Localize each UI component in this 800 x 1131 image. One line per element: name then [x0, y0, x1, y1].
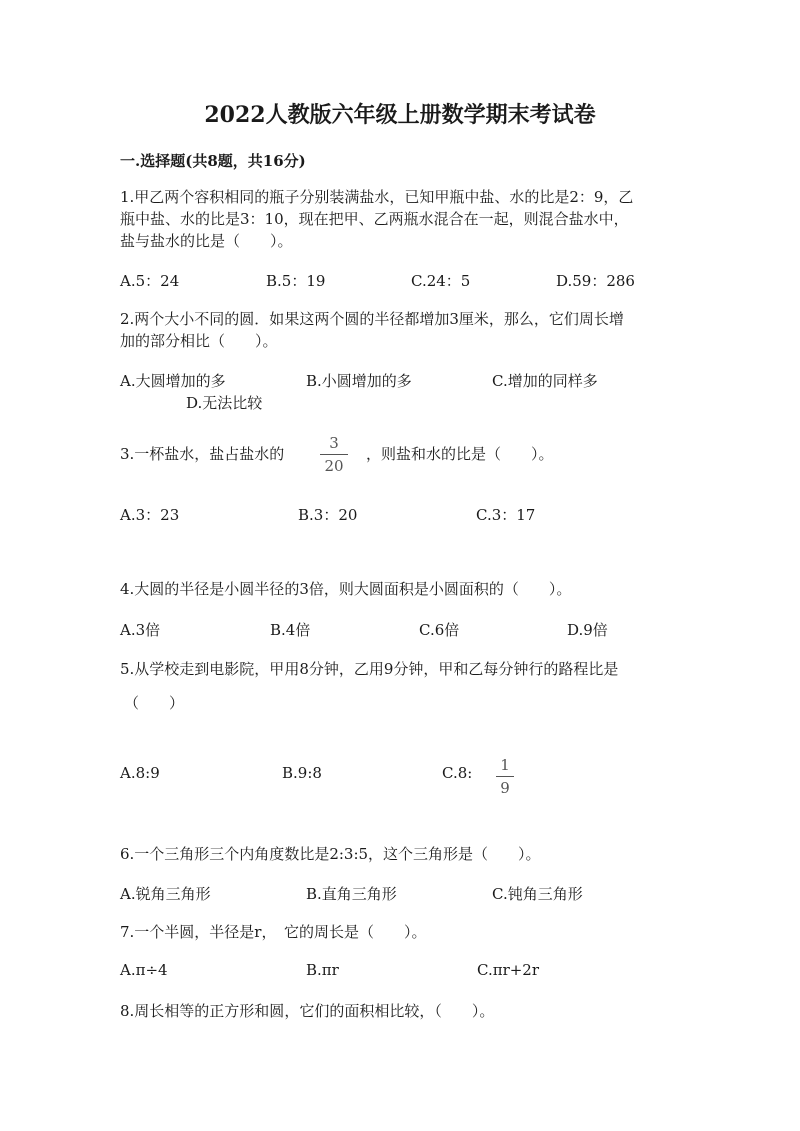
question-1-line-1: 1.甲乙两个容积相同的瓶子分别装满盐水，已知甲瓶中盐、水的比是2：9，乙 — [120, 188, 634, 206]
q6-option-c[interactable]: C.钝角三角形 — [492, 885, 583, 903]
question-5-fraction — [496, 756, 514, 797]
question-4: 4.大圆的半径是小圆半径的3倍，则大圆面积是小圆面积的（ ）。 — [120, 580, 572, 598]
q1-option-a[interactable]: A.5：24 — [120, 272, 180, 290]
q7-option-b[interactable]: B.πr — [306, 961, 339, 979]
question-1 — [120, 186, 633, 252]
question-5-fraction-numerator: 1 — [500, 756, 510, 774]
q1-option-c[interactable]: C.24：5 — [411, 272, 471, 290]
q3-option-b[interactable]: B.3：20 — [298, 506, 358, 524]
q4-option-c[interactable]: C.6倍 — [419, 621, 460, 639]
q2-option-c[interactable]: C.增加的同样多 — [492, 372, 598, 390]
q2-option-a[interactable]: A.大圆增加的多 — [120, 372, 226, 390]
question-2 — [120, 308, 624, 352]
q4-option-d[interactable]: D.9倍 — [567, 621, 608, 639]
fraction-bar — [320, 454, 348, 455]
q6-option-a[interactable]: A.锐角三角形 — [120, 885, 211, 903]
q7-option-c[interactable]: C.πr+2r — [477, 961, 540, 979]
question-3-text-after: ，则盐和水的比是（ ）。 — [366, 445, 554, 463]
question-6: 6.一个三角形三个内角度数比是2:3:5，这个三角形是（ ）。 — [120, 845, 541, 863]
q2-option-b[interactable]: B.小圆增加的多 — [306, 372, 412, 390]
q1-option-b[interactable]: B.5：19 — [266, 272, 326, 290]
q4-option-a[interactable]: A.3倍 — [120, 621, 161, 639]
q7-option-a[interactable]: A.π÷4 — [120, 961, 168, 979]
question-5-line-1: 5.从学校走到电影院，甲用8分钟，乙用9分钟，甲和乙每分钟行的路程比是 — [120, 660, 619, 678]
question-2-line-1: 2.两个大小不同的圆．如果这两个圆的半径都增加3厘米，那么，它们周长增 — [120, 310, 624, 328]
question-7: 7.一个半圆，半径是r， 它的周长是（ ）。 — [120, 923, 427, 941]
q6-option-b[interactable]: B.直角三角形 — [306, 885, 397, 903]
q3-option-c[interactable]: C.3：17 — [476, 506, 536, 524]
q1-option-d[interactable]: D.59：286 — [556, 272, 635, 290]
q2-option-d[interactable]: D.无法比较 — [186, 394, 263, 412]
question-3-fraction — [320, 434, 348, 475]
question-5-line-2: （ ） — [124, 694, 185, 712]
q3-option-a[interactable]: A.3：23 — [120, 506, 180, 524]
question-3-fraction-numerator: 3 — [329, 434, 339, 452]
q5-option-b[interactable]: B.9:8 — [282, 764, 322, 782]
q4-option-b[interactable]: B.4倍 — [270, 621, 311, 639]
question-3-fraction-denominator: 20 — [324, 457, 344, 475]
question-8: 8.周长相等的正方形和圆，它们的面积相比较，（ ）。 — [120, 1002, 495, 1020]
question-1-line-2: 瓶中盐、水的比是3：10，现在把甲、乙两瓶水混合在一起，则混合盐水中， — [120, 210, 629, 228]
q5-option-a[interactable]: A.8:9 — [120, 764, 160, 782]
fraction-bar — [496, 776, 514, 777]
question-2-line-2: 加的部分相比（ ）。 — [120, 332, 278, 350]
q5-option-c[interactable]: C.8: — [442, 764, 473, 782]
question-5-fraction-denominator: 9 — [500, 779, 510, 797]
section-heading: 一.选择题(共8题，共16分) — [120, 152, 306, 170]
page-title: 2022人教版六年级上册数学期末考试卷 — [204, 102, 596, 128]
question-3-text-before: 3.一杯盐水，盐占盐水的 — [120, 445, 285, 463]
question-1-line-3: 盐与盐水的比是（ ）。 — [120, 232, 293, 250]
